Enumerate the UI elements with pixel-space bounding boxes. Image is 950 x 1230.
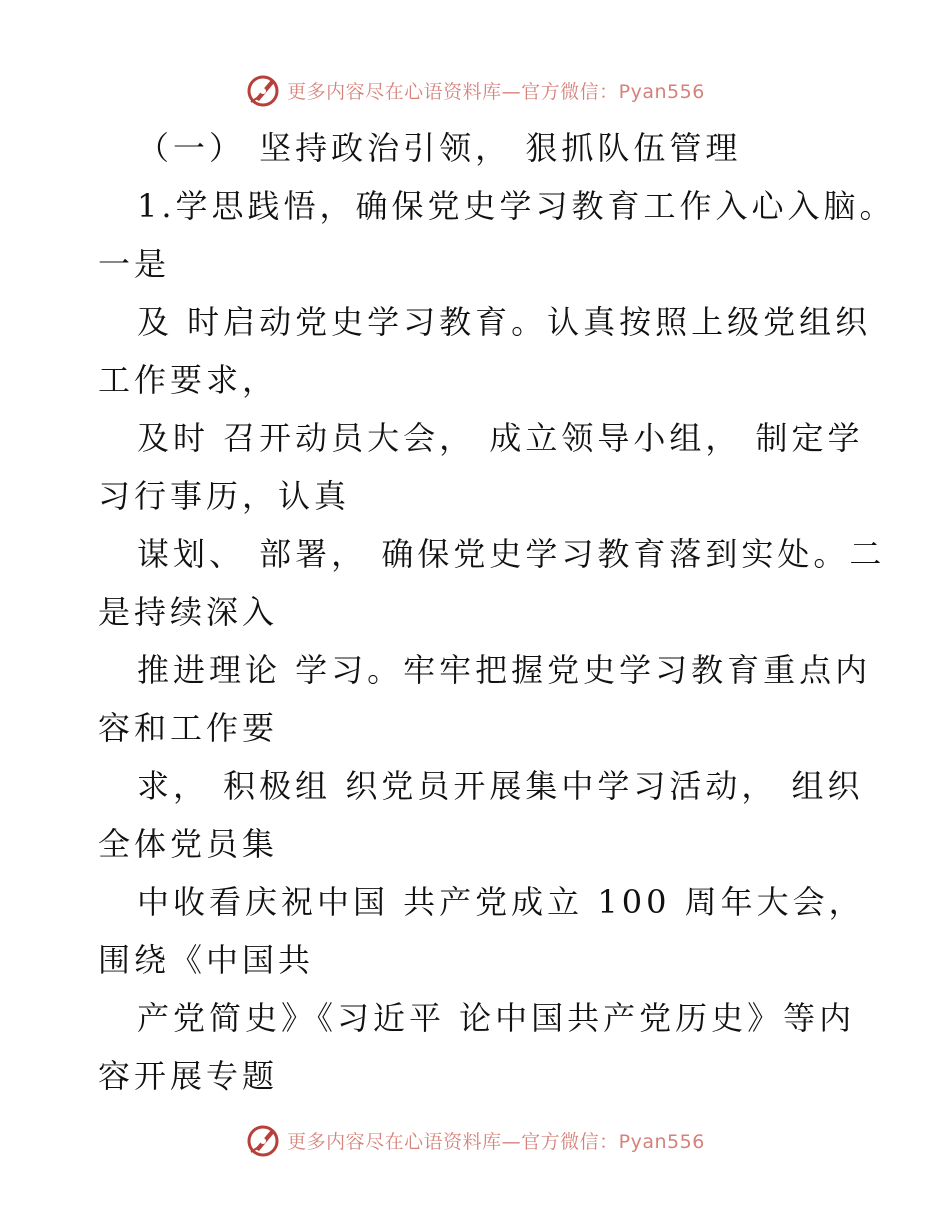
text-line: 推进理论 学习。牢牢把握党史学习教育重点内 — [137, 651, 872, 689]
banner-text: 更多内容尽在心语资料库—官方微信：Pyan556 — [287, 80, 705, 103]
text-line: 产党简史》《习近平 论中国共产党历史》等内 — [137, 999, 856, 1037]
text-line: 工作要求， — [98, 361, 279, 399]
text-line: 中收看庆祝中国 共产党成立 100 周年大会， — [137, 883, 865, 921]
text-line: 容开展专题 — [98, 1057, 279, 1095]
text-line: 是持续深入 — [98, 593, 279, 631]
banner-text: 更多内容尽在心语资料库—官方微信：Pyan556 — [287, 1130, 705, 1153]
text-line: 及时 召开动员大会， 成立领导小组， 制定学 — [137, 419, 864, 457]
text-line: 1.学思践悟，确保党史学习教育工作入心入脑。 — [137, 187, 896, 225]
footer-banner — [0, 1122, 950, 1158]
text-line: 全体党员集 — [98, 825, 279, 863]
text-line: 谋划、 部署， 确保党史学习教育落到实处。二 — [137, 535, 886, 573]
quill-pen-logo-icon — [245, 72, 281, 108]
text-line: 围绕《中国共 — [98, 941, 315, 979]
quill-pen-logo-icon — [245, 1122, 281, 1158]
text-line: 及 时启动党史学习教育。认真按照上级党组织 — [137, 303, 872, 341]
text-line: 求， 积极组 织党员开展集中学习活动， 组织 — [137, 767, 864, 805]
section-heading: （一） 坚持政治引领， 狠抓队伍管理 — [137, 129, 742, 167]
text-line: 习行事历，认真 — [98, 477, 351, 515]
text-line: 一是 — [98, 245, 171, 283]
text-line: 容和工作要 — [98, 709, 279, 747]
header-banner — [0, 72, 950, 108]
